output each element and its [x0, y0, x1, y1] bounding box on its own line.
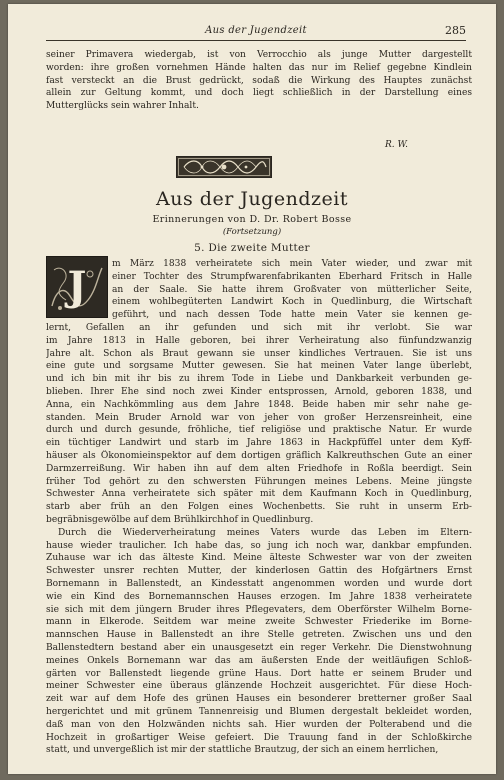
text-line: an der Saale. Sie hatte ihrem Großvater von mütterlicher Seite,: [112, 284, 472, 295]
text-line: mannschen Hause in Ballenstedt an ihre Stelle getreten. Zwischen uns und den: [46, 630, 472, 641]
text-line: Ballenstedtern bestand aber ein unausgesetzt ein reger Verkehr. Die Dienstwohnung: [46, 642, 472, 653]
running-header: [46, 24, 466, 41]
text-line: durch und durch gesunde, fröhliche, tief religiöse und praktische Natur. Er wurde: [46, 425, 472, 436]
continued-note: (Fortsetzung): [222, 227, 282, 237]
text-line: wie ein Kind des Bornemannschen Hauses erzogen. Im Jahre 1838 verheiratete: [46, 591, 472, 602]
text-line: hause wieder traulicher. Ich habe das, so jung ich noch war, dankbar empfunden.: [46, 540, 472, 551]
text-line: Jahre alt. Schon als Braut gewann sie unser kindliches Vertrauen. Sie ist uns: [46, 348, 472, 359]
text-line: früher Tod gehört zu den schwersten Führungen meines Lebens. Meine jüngste: [46, 476, 472, 487]
article-body: [46, 322, 472, 757]
text-line: gärten vor Ballenstedt liegende grüne Haus. Dort hatte er seinem Bruder und: [46, 668, 472, 679]
text-line: meiner Schwester eine überaus glänzende Hochzeit ausgerichtet. Für diese Hoch-: [46, 681, 472, 692]
text-line: worden: ihre großen vornehmen Hände halten das nur im Relief gegebne Kindlein: [46, 62, 472, 73]
page: [8, 4, 496, 774]
text-line: Schwester unsrer rechten Mutter, der kinderlosen Gattin des Hofgärtners Ernst: [46, 566, 472, 577]
text-line: Mutterglücks sein wahrer Inhalt.: [46, 101, 199, 112]
text-line: Darmzerreißung. Wir haben ihn auf dem alten Friedhofe in Roßla beerdigt. Sein: [46, 463, 472, 474]
text-line: m März 1838 verheiratete sich mein Vater wieder, und zwar mit: [112, 259, 472, 269]
text-line: sie sich mit dem jüngern Bruder ihres Pflegevaters, dem Oberförster Wilhelm Borne-: [46, 604, 472, 615]
text-line: Bornemann in Ballenstedt, an Kindesstatt angenommen worden und wurde dort: [46, 578, 472, 589]
running-title: Aus der Jugendzeit: [205, 25, 307, 36]
text-line: geführt, und nach dessen Tode hatte mein Vater sie kennen ge-: [112, 310, 472, 321]
text-line: ein tüchtiger Landwirt und starb im Jahre 1863 in Hackpfüffel unter dem Kyff-: [46, 438, 472, 449]
author-initials: R. W.: [385, 140, 409, 150]
ornament-divider-icon: [176, 156, 272, 178]
text-line: mann in Elkerode. Seitdem war meine zweite Schwester Friederike im Borne-: [46, 617, 472, 628]
text-line: statt, und unvergeßlich ist mir der stattliche Brautzug, der sich an einem herrlichen,: [46, 745, 439, 756]
drop-cap-initial: [46, 256, 108, 318]
text-line: lernt, Gefallen an ihr gefunden und sich mit ihr verlobt. Sie war: [46, 323, 472, 333]
article-subtitle: Erinnerungen von D. Dr. Robert Bosse: [152, 214, 352, 225]
drop-cap-letter: J: [67, 263, 87, 310]
text-line: häuser als Ökonomieinspektor auf dem dortigen gräflich Kalkreuthschen Gute an einer: [46, 450, 472, 461]
text-line: blieben. Ihrer Ehe sind noch zwei Kinder entsprossen, Arnold, geboren 1838, und: [46, 386, 472, 397]
text-line: standen. Mein Bruder Arnold war von jeher von großer Herzensreinheit, eine: [46, 412, 472, 423]
text-line: Schwester Anna verheiratete sich später mit dem Kaufmann Koch in Quedlinburg,: [46, 489, 472, 500]
page-number: 285: [445, 24, 466, 37]
text-line: daß man von den Holzwänden nichts sah. Hier wurden der Polterabend und die: [46, 719, 472, 730]
text-line: Zuhause war ich das älteste Kind. Meine älteste Schwester war von der zweiten: [46, 553, 472, 564]
text-line: Hochzeit in großartiger Weise gefeiert. Die Trauung fand in der Schloßkirche: [46, 732, 472, 743]
text-line: und ich bin mit ihr bis zu ihrem Tode in Liebe und Dankbarkeit verbunden ge-: [46, 374, 472, 385]
text-line: eine gute und sorgsame Mutter gewesen. Sie hat meinen Vater lange überlebt,: [46, 361, 472, 372]
article-title: Aus der Jugendzeit: [156, 188, 348, 210]
previous-article-text: [46, 49, 472, 113]
text-line: hergerichtet und mit grünem Tannenreisig und Blumen dergestalt bekleidet worden,: [46, 706, 472, 717]
text-line: Durch die Wiederverheiratung meines Vaters wurde das Leben im Eltern-: [58, 527, 472, 538]
text-line: zeit war auf dem Hofe des grünen Hauses ein besonderer bretterner großer Saal: [46, 694, 472, 705]
text-line: einer Tochter des Strumpfwarenfabrikanten Eberhard Fritsch in Halle: [112, 271, 472, 282]
opening-paragraph: [112, 258, 472, 322]
text-line: fast versteckt an die Brust gedrückt, sodaß die Wirkung des Hauptes zunächst: [46, 75, 472, 86]
text-line: seiner Primavera wiedergab, ist von Verrocchio als junge Mutter dargestellt: [46, 50, 472, 60]
text-line: im Jahre 1813 in Halle geboren, bei ihrer Verheiratung also fünfundzwanzig: [46, 335, 472, 346]
text-line: starb aber früh an den Folgen eines Wochenbetts. Sie ruht in unserm Erb-: [46, 502, 472, 513]
section-heading: 5. Die zweite Mutter: [194, 242, 310, 254]
text-line: meines Onkels Bornemann war das am äußersten Ende der weitläufigen Schloß-: [46, 655, 472, 666]
text-line: Anna, ein Nachkömmling aus dem Jahre 1848. Beide haben mir sehr nahe ge-: [46, 399, 472, 410]
text-line: einem wohlbegüterten Landwirt Koch in Quedlinburg, die Wirtschaft: [112, 297, 472, 308]
text-line: allein zur Geltung kommt, und doch liegt schließlich in der Darstellung eines: [46, 88, 472, 99]
text-line: begräbnisgewölbe auf dem Brühlkirchhof in Quedlinburg.: [46, 514, 314, 525]
